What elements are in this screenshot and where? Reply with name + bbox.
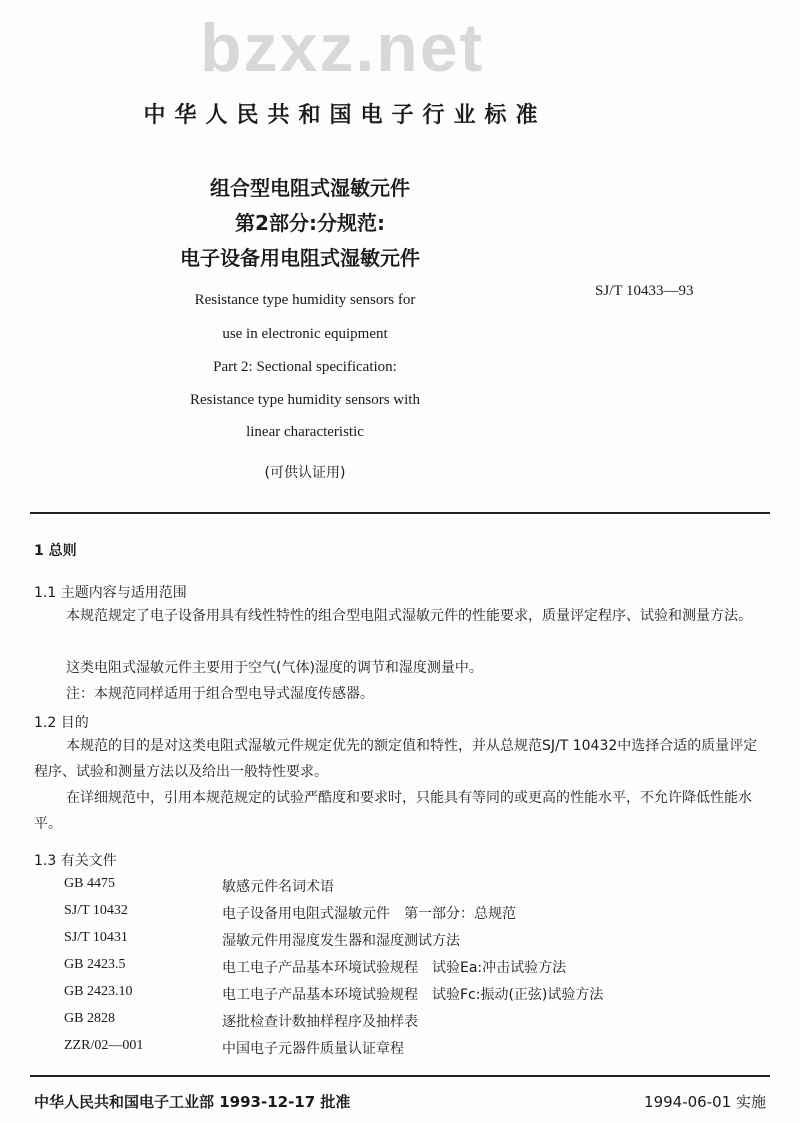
section-1-2-heading: 1.2 目的 [34, 715, 89, 731]
english-title-1: Resistance type humidity sensors for [194, 292, 416, 308]
paragraph: 这类电阻式湿敏元件主要用于空气(气体)湿度的调节和湿度测量中。 [66, 660, 483, 676]
title-line-1: 组合型电阻式湿敏元件 [210, 176, 410, 200]
section-1-3-heading: 1.3 有关文件 [34, 853, 117, 869]
doc-code: SJ/T 10431 [64, 930, 128, 945]
doc-code: GB 4475 [64, 876, 115, 891]
english-title-2: use in electronic equipment [222, 326, 388, 342]
english-title-4: Resistance type humidity sensors with [190, 392, 420, 408]
divider [30, 512, 770, 514]
approval-date: 中华人民共和国电子工业部 1993-12-17 批准 [34, 1093, 351, 1111]
watermark: bzxz.net [200, 10, 485, 86]
standard-header [0, 98, 800, 129]
title-line-2: 第2部分:分规范: [235, 211, 385, 235]
doc-code: GB 2828 [64, 1011, 115, 1026]
doc-code: GB 2423.10 [64, 984, 133, 999]
footer-divider [30, 1075, 770, 1077]
doc-code: ZZR/02—001 [64, 1038, 144, 1053]
english-title-5: linear characteristic [246, 424, 364, 440]
standard-code: SJ/T 10433—93 [595, 283, 694, 299]
doc-code: SJ/T 10432 [64, 903, 128, 918]
paragraph: 注：本规范同样适用于组合型电导式湿度传感器。 [66, 686, 374, 702]
doc-title: 中国电子元器件质量认证章程 [222, 1041, 404, 1057]
paragraph: 在详细规范中，引用本规范规定的试验严酷度和要求时，只能具有等同的或更高的性能水平，不允许降低性能水平。 [34, 790, 752, 832]
section-1-1-heading: 1.1 主题内容与适用范围 [34, 585, 187, 601]
doc-title: 逐批检查计数抽样程序及抽样表 [222, 1014, 418, 1030]
doc-title: 电子设备用电阻式湿敏元件 第一部分：总规范 [222, 906, 516, 922]
doc-title: 电工电子产品基本环境试验规程 试验Fc:振动(正弦)试验方法 [222, 987, 604, 1003]
section-1-heading: 1 总则 [34, 543, 77, 559]
english-title-3: Part 2: Sectional specification: [213, 359, 397, 375]
doc-title: 敏感元件名词术语 [222, 879, 334, 895]
effective-date: 1994-06-01 实施 [644, 1093, 766, 1111]
paragraph: 本规范规定了电子设备用具有线性特性的组合型电阻式湿敏元件的性能要求，质量评定程序、试验和测量方法。 [66, 608, 752, 624]
title-line-3: 电子设备用电阻式湿敏元件 [180, 246, 420, 270]
paragraph: 本规范的目的是对这类电阻式湿敏元件规定优先的额定值和特性，并从总规范SJ/T 10432中选择合适的质量评定程序、试验和测量方法以及给出一般特性要求。 [34, 738, 758, 780]
doc-code: GB 2423.5 [64, 957, 126, 972]
certification-note: (可供认证用) [264, 465, 346, 481]
header-text: 中华人民共和国电子行业标准 [143, 103, 547, 128]
doc-title: 电工电子产品基本环境试验规程 试验Ea:冲击试验方法 [222, 960, 567, 976]
doc-title: 湿敏元件用湿度发生器和湿度测试方法 [222, 933, 460, 949]
